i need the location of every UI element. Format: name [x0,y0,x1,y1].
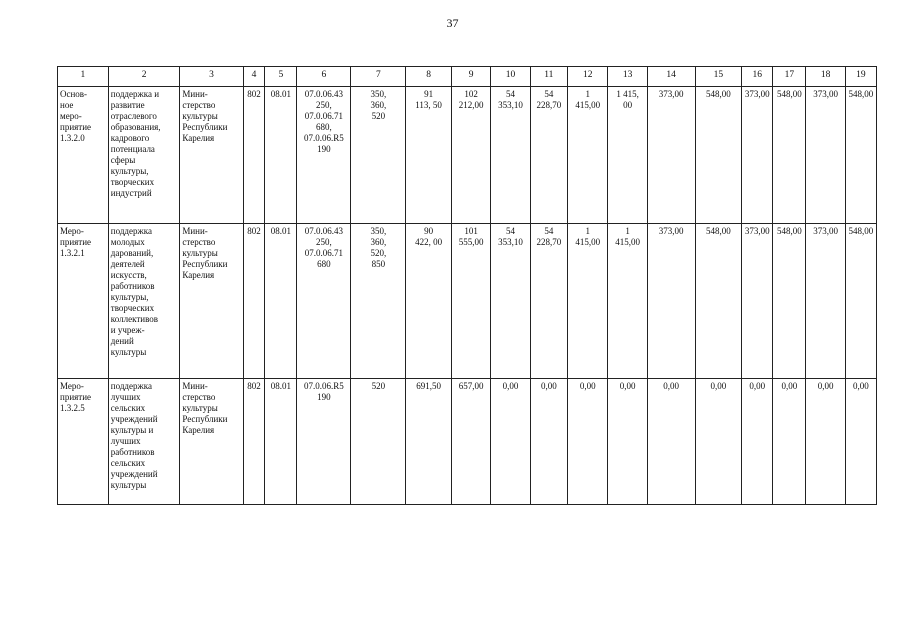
column-header: 12 [568,67,608,87]
table-cell: 373,00 [742,87,773,224]
table-cell: 373,00 [806,224,845,379]
table-cell: Меро- приятие 1.3.2.1 [58,224,109,379]
table-cell: 54 353,10 [491,224,530,379]
table-cell: 691,50 [406,379,452,505]
table-cell: 0,00 [491,379,530,505]
table-cell: 54 228,70 [530,224,567,379]
table-cell: Мини- стерство культуры Республики Карелия [180,224,243,379]
table-cell: 07.0.06.R5 190 [297,379,351,505]
column-header: 5 [265,67,297,87]
table-cell: 548,00 [773,87,806,224]
table-cell: 07.0.06.43 250, 07.0.06.71 680 [297,224,351,379]
table-cell: поддержка и развитие отраслевого образования, кадрового потенциала сферы культуры, творческих индустрий [108,87,180,224]
column-header: 13 [608,67,647,87]
table-cell: 0,00 [647,379,695,505]
page-number: 37 [446,16,459,30]
table-cell: 08.01 [265,379,297,505]
table-cell: 373,00 [742,224,773,379]
table-row [58,224,877,379]
table-cell: 0,00 [695,379,742,505]
column-header: 6 [297,67,351,87]
table-cell: 101 555,00 [451,224,490,379]
table-cell: 350, 360, 520, 850 [351,224,406,379]
table-cell: 0,00 [806,379,845,505]
column-header: 9 [451,67,490,87]
table-cell: 520 [351,379,406,505]
table-cell: 0,00 [845,379,876,505]
table-cell: 548,00 [773,224,806,379]
budget-table [57,66,877,505]
table-cell: 0,00 [568,379,608,505]
table-cell: Основ- ное меро- приятие 1.3.2.0 [58,87,109,224]
column-header: 4 [243,67,265,87]
table-cell: 350, 360, 520 [351,87,406,224]
table-cell: 802 [243,379,265,505]
table-row [58,379,877,505]
table-cell: 548,00 [845,87,876,224]
table-cell: 1 415,00 [608,224,647,379]
column-header: 18 [806,67,845,87]
table-cell: 548,00 [845,224,876,379]
column-header: 19 [845,67,876,87]
column-header: 17 [773,67,806,87]
table-cell: 373,00 [647,224,695,379]
table-cell: 0,00 [608,379,647,505]
table-cell: 1 415, 00 [608,87,647,224]
column-header: 11 [530,67,567,87]
table-cell: 373,00 [806,87,845,224]
table-cell: Меро- приятие 1.3.2.5 [58,379,109,505]
column-header: 14 [647,67,695,87]
table-cell: Мини- стерство культуры Республики Карелия [180,379,243,505]
table-cell: 90 422, 00 [406,224,452,379]
column-header: 8 [406,67,452,87]
table-cell: 802 [243,87,265,224]
table-cell: 1 415,00 [568,224,608,379]
table-cell: 54 228,70 [530,87,567,224]
table-cell: 802 [243,224,265,379]
column-header: 16 [742,67,773,87]
column-header: 15 [695,67,742,87]
column-header: 3 [180,67,243,87]
table-cell: 0,00 [773,379,806,505]
table-row [58,87,877,224]
table-cell: поддержка молодых дарований, деятелей искусств, работников культуры, творческих коллективов и учреж- дений культуры [108,224,180,379]
table-cell: 91 113, 50 [406,87,452,224]
table-cell: 1 415,00 [568,87,608,224]
table-cell: 0,00 [530,379,567,505]
header-row [58,67,877,87]
column-header: 2 [108,67,180,87]
table-cell: поддержка лучших сельских учреждений культуры и лучших работников сельских учреждений культуры [108,379,180,505]
table-cell: 548,00 [695,224,742,379]
column-header: 7 [351,67,406,87]
table-cell: 657,00 [451,379,490,505]
table-cell: 08.01 [265,224,297,379]
table-cell: 0,00 [742,379,773,505]
table-cell: 54 353,10 [491,87,530,224]
table-cell: 08.01 [265,87,297,224]
table-cell: Мини- стерство культуры Республики Карелия [180,87,243,224]
column-header: 1 [58,67,109,87]
table-cell: 07.0.06.43 250, 07.0.06.71 680, 07.0.06.R5 190 [297,87,351,224]
column-header: 10 [491,67,530,87]
table-cell: 373,00 [647,87,695,224]
table-cell: 102 212,00 [451,87,490,224]
table-cell: 548,00 [695,87,742,224]
